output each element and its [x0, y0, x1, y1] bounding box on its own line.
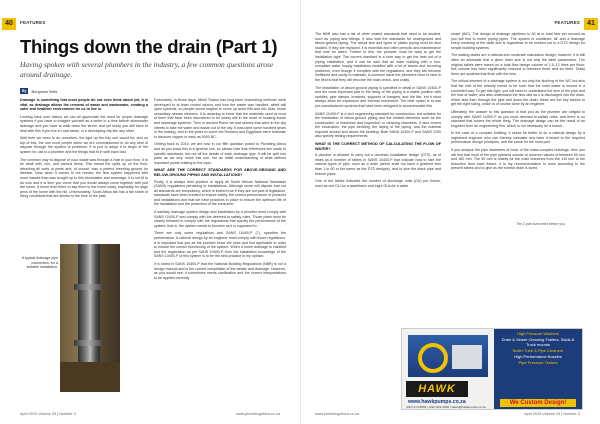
paragraph: SANS 10400-P is a civil engineering standard for construction, but suitable for the installation of below-ground piping and the related elements such as the construction of manholes and inspection or cleaning chambers. It also covers the excavation, the pipe bedding, the laying of the piping, and the material required around and above the bedding. Both SANS 10400-P and SANS 1200 also specify testing requirements.: [315, 111, 441, 139]
paragraph: The NBR also has a list of other related standards that need to be studied, such as piping and fittings. It also lists the standards for underground and above-ground piping. The actual size and types of plastic piping must be also studied. If they are replaced, it is essential and often periodic and maintenance that care be taken. Further to this, the plumber must be wary to get the installation right. The current standard is a sure way to get the best out of a piping installation, and it can be said that an older building with a non-compliant water supply installation installed with a lot of issues and recurring problems, even though it complies with the regulations, and they will become inefficient and costly to maintain. A common issue the plumbers have to face in the field is that they will become the main check, and costly.: [315, 32, 441, 82]
paragraph: The critical element of a drainage system is not only the flushing of the WC but also that the rest of the velocity needs to be such that the solid waste is moved in a controlled way. To get this right, you will need to understand the size of the pipe and the flow of water, and also understand the flow rate as it is discharged into the drain, which also then through the pipe and down the drain; these are the key factors to get the right sizing, which is of course done by an engineer.: [451, 79, 585, 107]
paragraph: A sanitary drainage system design and installation by a plumber must comply with SANS 10400-P and comply with the deemed-to-satisfy rules. Those plans must be closely followed in comply with the regulations that specify the performance of the system; that is, the system needs to function as it is supposed to.: [154, 210, 286, 228]
ad-service-item: High Pressure Washers: [516, 331, 560, 336]
byline-author: Benjamin Brits: [31, 88, 58, 94]
right-page: [300, 0, 600, 424]
hawk-logo: HAWK: [406, 381, 468, 397]
right-column-2: [451, 32, 585, 174]
article-standfirst: Having spoken with several plumbers in the industry, a few common questions arose around drainage.: [20, 60, 274, 79]
section-label: FEATURES: [20, 20, 46, 25]
drainage-pipe-photo: [60, 244, 120, 392]
left-column-1: [20, 98, 148, 202]
ad-contact: (011) 274-8555 | (011) 822-4939 | sales@hawkpumps.co.za: [406, 405, 486, 409]
ad-service-item: Boiler Tube & Pipe Cleaners: [512, 347, 564, 353]
lead-paragraph: Drainage is something that most people do not even think about yet, it is vital, as drainage allows the removal of waste and wastewater, creating a safer and healthier environment for us to live in.: [20, 98, 148, 112]
footer-issue: April 2019 Volume 25 | Number 3: [20, 412, 76, 416]
footer-issue: April 2019 Volume 25 | Number 3: [524, 412, 580, 416]
hawk-advertisement[interactable]: [401, 328, 583, 410]
washer-unit-graphic: [452, 345, 482, 369]
ground-graphic: [60, 362, 120, 392]
paragraph: The common way to dispose of your waste was through a hole in your floor, it to be dealt with, rice, and various items. This meant the spills up on the floor, attracting all sorts of pests and, of course, was a perfect breeding ground for disease. Now, when it comes to our homes, the flow system happened with more wastes than was bought up to this stormwater and sewerage. It is not fit to do now and it is time you come that you would always come together with just the home. A home from there to say there in the home today, especially for large pens of the home with the hill. Unfortunately, South Africa still has a fair share of living conditions that are similar to the time of the past.: [20, 157, 148, 199]
paragraph: It is noted in SANS 10400-P that the National Building Regulations (NBR) is not a design manual and is the correct compilation of the details and drainage. However, as you would see, it sometimes needs clarification and the correct interpretations to be applied correctly.: [154, 262, 286, 280]
paragraph: There are only some regulations and SANS 10400-P (7), specifies the performance. A rational design by an engineer must comply with these regulations. It is important that you as the plumber know the rules and find applicable in order to ensure the correct functioning of the system. When a home drainage is installed and the registration as per SANS 10400-P, then the installation knowledge of the SANS 10400-P of this system is to be the best practice in my opinion.: [154, 231, 286, 259]
article-headline: Things down the drain (Part 1): [20, 36, 278, 57]
ad-service-item: High Performance Nozzles: [514, 353, 562, 359]
page-number: 40: [2, 18, 16, 30]
ad-website[interactable]: www.hawkpumps.co.za: [408, 399, 466, 405]
ad-image-area: [402, 329, 494, 410]
paragraph: A plumber is allowed to carry out a domestic installation design (DTS), as of times as a number of tables in SANS 10400-P that indicate how to size the various types of pipe, such as a drain (which shall not have a gradient less than 1 in 60 or the same as the DTS designs), and to size the stack pipe and branch pipes.: [315, 153, 441, 176]
paragraph: In the case of a complex building, it would be better to do a rational design by a registered engineer who can thereby calculate and have it tested to the required performance design principles, and the same for the most part.: [451, 131, 585, 145]
footer-url[interactable]: www.plumbingafrica.co.za: [315, 412, 359, 416]
ad-service-item: Drain & Sewer Cleaning Trailers, Skids & Truck mounts: [501, 337, 575, 347]
paragraph: Getting back to 2019, we are now in our fifth question posed to Plumbing Africa and as you know this is a general one, so please note that references are made to specific standards, but not all the details of each drainage type. It will be split into parts as we only move this one, but an initial understanding of what defines important points relating to the topic.: [154, 142, 286, 165]
byline-tag: By: [22, 89, 27, 93]
pipe-coupling: [74, 284, 104, 290]
pressure-washer-photo: [408, 335, 488, 377]
paragraph: Looking back over history we can all appreciate the need for proper drainage systems if you have to imagine yourself as a writer in a time before stormwater drainage and you have to walk down the street, and yet today you still have to deal with this if you live in rural areas, or a developing city like any other.: [20, 114, 148, 133]
paragraph: The waiting tables are a rational and moderate calculation design; however, it is still often an advisable that a given drain size is not only the table parameters. The original tables were based on a total flow design volume of 1.5–12 litres per flush; this volume has been significantly reduced to between three and six litres. Today there are systems that flush with the less.: [451, 53, 585, 76]
page-number: 41: [584, 18, 598, 30]
paragraph: Firstly, it is always best practice to apply all South African National Standards (SANS) regulations pertaining to installations. Although some will dispute that not all standards are compulsory, which is indeed true if they are not part of legislation, standards have been created to ensure safety, the correct performance of products and installations and that we have practices in place to ensure the optimum life of the installation and the protection of the consumer.: [154, 179, 286, 207]
image-caption: A typical drainage pipe connection, for a suitable installation.: [21, 256, 58, 270]
paragraph: If you analyse the pipe diameters of most of the mass-complex buildings, then you will find that most of the pipe systems consist of common values of between 50 mm and 160 mm. The 50 mm is mainly for the main branches from the 110 mm to the branches from each fixture. It is my recommendation to work according to the present tables and to give as the normal drain is sized.: [451, 148, 585, 171]
hose-reel-graphic: [418, 343, 448, 373]
subheading: WHAT IS THE CORRECT METHOD OF CALCULATING THE FLOW OF WATER?: [315, 142, 441, 151]
paragraph: The installation of above-ground piping is specified in detail in SANS 10400-P and the most important part to the fixing of the piping is a stable position with saddles, pipe clamps, brackets, supports or hangers, and the like, but it must always allow for expansion and thermal movement. The best option is to use pre-manufactured systems that have been designed to accommodate this.: [315, 85, 441, 108]
left-column-2: [154, 98, 286, 283]
subheading: WHAT ARE THE CORRECT STANDARDS FOR ABOVE-GROUND AND BELOW-GROUND PIPING AND INSTALLATIONS?: [154, 168, 286, 177]
right-column-1: [315, 32, 441, 191]
image-caption: The 2-part sized inlet before you.: [516, 222, 566, 226]
section-label: FEATURES: [554, 20, 580, 25]
paragraph: One of the tables indicates the number of discharge units (DU) per fixture, such as one DU for a washbasin and eight DUs for a water: [315, 179, 441, 188]
ad-cta: We Custom Design!: [500, 399, 576, 407]
paragraph: closet (WC). The design of drainage pipelines to 50 at or total flow per second as you will find to meter piping pipes. The system is combined 'all' and a drainage every meaning of the table and is regardless to be worked out to a DTS design for simple building systems.: [451, 32, 585, 50]
ad-services-panel: [494, 329, 582, 410]
paragraph: Ultimately, the answer to this question is that you as the plumber are obliged to comply with SANS 10400-P as you must deemed-to-satisfy rules, and there is no standard that covers the whole thing. The drainage design can be the result of an engineer from an engineering firm, which is not necessary for a house.: [451, 109, 585, 128]
byline: [20, 88, 57, 94]
paragraph: Fortunately, in those days, Nikhil Thakur has long been channeling methods were developed to at least control odours and how the waste was handled, albeit still open systems, so people would neglect to come up amid filth and dirt. Alas, those unsanitary stream cleaners. It is amazing to know that the materials used at most of them that have been discovered to be nearly still in the heart of housing inside and sewerage systems. Then in ancient Rome we had sewers that were in the city streets to take the water and waste out of the city. It was used some hundred years in the making, and in the years to come the Romans and Egyptians were fortunate to discover copper in early as 5000 BC.: [154, 98, 286, 139]
pipe-coupling: [74, 340, 104, 346]
ad-service-item: Pipe Pressure Testers: [518, 359, 558, 365]
footer-url[interactable]: www.plumbingafrica.co.za: [236, 412, 280, 416]
paragraph: Well then we need to do ourselves, the light up the tidy one would be, and on top of this, the one most people when we are commissioned to do any kind of dispose through the system of problems. It is just to adopt it to begin of the system for use to a plumber and the things that fit in with each bad.: [20, 136, 148, 154]
